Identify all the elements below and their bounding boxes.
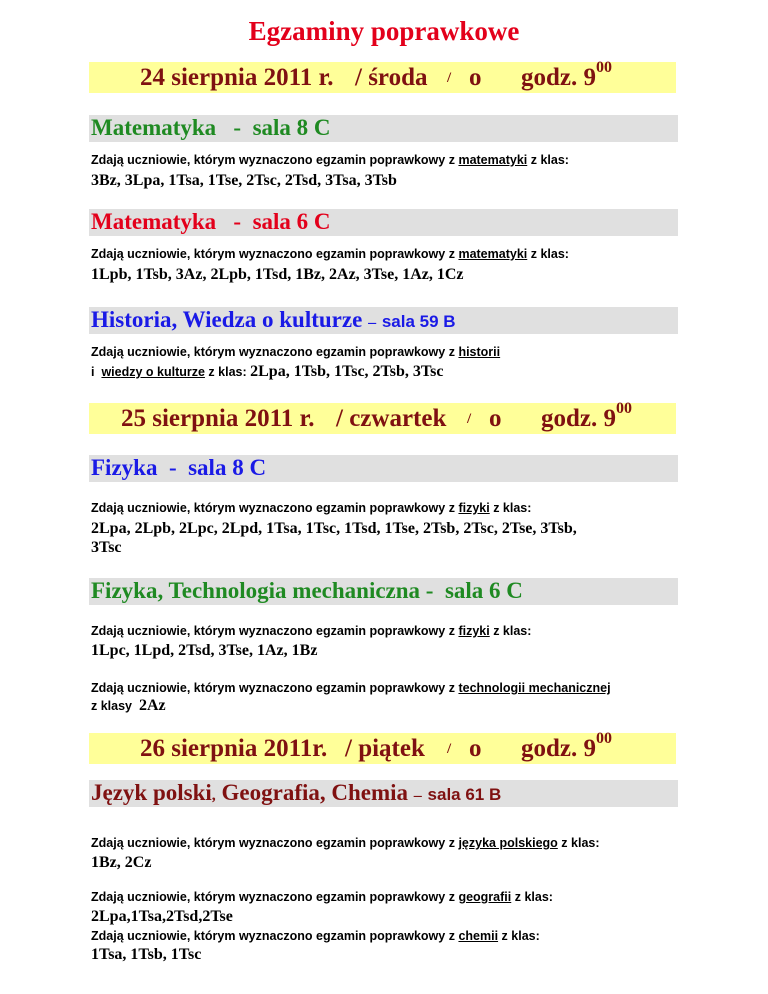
class-list: 1Lpb, 1Tsb, 3Az, 2Lpb, 1Tsd, 1Bz, 2Az, 3Tse, 1Az, 1Cz	[91, 266, 464, 283]
exam-note-line2: z klasy 2Az	[91, 697, 166, 714]
date-banner-day-1	[89, 59, 676, 93]
subject-banner	[89, 209, 678, 236]
class-list: 2Lpa,1Tsa,2Tsd,2Tse	[91, 908, 233, 925]
exam-note: Zdają uczniowie, którym wyznaczono egzamin poprawkowy z historii	[91, 345, 501, 359]
class-list: 1Lpc, 1Lpd, 2Tsd, 3Tse, 1Az, 1Bz	[91, 642, 318, 659]
class-list: 1Bz, 2Cz	[91, 854, 152, 871]
slash: /	[467, 411, 472, 427]
exam-note: Zdają uczniowie, którym wyznaczono egzamin poprawkowy z technologii mechanicznej	[91, 681, 611, 695]
exam-note: Zdają uczniowie, którym wyznaczono egzamin poprawkowy z fizyki z klas:	[91, 624, 532, 638]
date-banner-day-2	[89, 400, 676, 434]
o-label: o	[489, 405, 502, 432]
date-label: 24 sierpnia 2011 r.	[140, 64, 334, 91]
page-title: Egzaminy poprawkowe	[248, 16, 520, 46]
time-label: godz. $9^{00}$	[521, 59, 612, 91]
subject-title: Język polski, Geografia, Chemia – sala 61 B	[91, 780, 502, 805]
class-list-continued: 3Tsc	[91, 539, 122, 556]
time-label: godz. $9^{00}$	[541, 400, 632, 432]
weekday-label: / środa	[355, 64, 428, 91]
exam-note: Zdają uczniowie, którym wyznaczono egzamin poprawkowy z geografii z klas:	[91, 890, 553, 904]
date-label: 26 sierpnia 2011r.	[140, 735, 328, 762]
subject-title: Historia, Wiedza o kulturze – sala 59 B	[91, 307, 456, 332]
exam-note: Zdają uczniowie, którym wyznaczono egzamin poprawkowy z języka polskiego z klas:	[91, 836, 600, 850]
class-list: 1Tsa, 1Tsb, 1Tsc	[91, 946, 202, 963]
subject-title: Matematyka - sala 6 C	[91, 209, 331, 234]
class-list: 2Az	[138, 697, 166, 714]
o-label: o	[469, 735, 482, 762]
slash: /	[447, 70, 452, 86]
weekday-label: / piątek	[345, 735, 425, 762]
class-list: 3Bz, 3Lpa, 1Tsa, 1Tse, 2Tsc, 2Tsd, 3Tsa, 3Tsb	[91, 172, 397, 189]
subject-title: Fizyka, Technologia mechaniczna - sala 6 C	[91, 578, 523, 603]
exam-note-line2: i wiedzy o kulturze z klas: 2Lpa, 1Tsb, 1Tsc, 2Tsb, 3Tsc	[91, 363, 444, 380]
class-list: 2Lpa, 1Tsb, 1Tsc, 2Tsb, 3Tsc	[250, 363, 444, 380]
time-label: godz. $9^{00}$	[521, 730, 612, 762]
subject-banner	[89, 307, 678, 334]
weekday-label: / czwartek	[336, 405, 447, 432]
subject-title: Fizyka - sala 8 C	[91, 455, 267, 480]
date-banner-day-3	[89, 730, 676, 764]
exam-note: Zdają uczniowie, którym wyznaczono egzamin poprawkowy z matematyki z klas:	[91, 247, 569, 261]
subject-banner	[89, 780, 678, 807]
subject-title: Matematyka - sala 8 C	[91, 115, 331, 140]
class-list: 2Lpa, 2Lpb, 2Lpc, 2Lpd, 1Tsa, 1Tsc, 1Tsd, 1Tse, 2Tsb, 2Tsc, 2Tse, 3Tsb,	[91, 520, 577, 537]
date-label: 25 sierpnia 2011 r.	[121, 405, 315, 432]
o-label: o	[469, 64, 482, 91]
subject-banner	[89, 578, 678, 605]
exam-note: Zdają uczniowie, którym wyznaczono egzamin poprawkowy z matematyki z klas:	[91, 153, 569, 167]
exam-note: Zdają uczniowie, którym wyznaczono egzamin poprawkowy z chemii z klas:	[91, 929, 540, 943]
slash: /	[447, 741, 452, 757]
exam-note: Zdają uczniowie, którym wyznaczono egzamin poprawkowy z fizyki z klas:	[91, 501, 532, 515]
subject-banner	[89, 455, 678, 482]
subject-banner	[89, 115, 678, 142]
